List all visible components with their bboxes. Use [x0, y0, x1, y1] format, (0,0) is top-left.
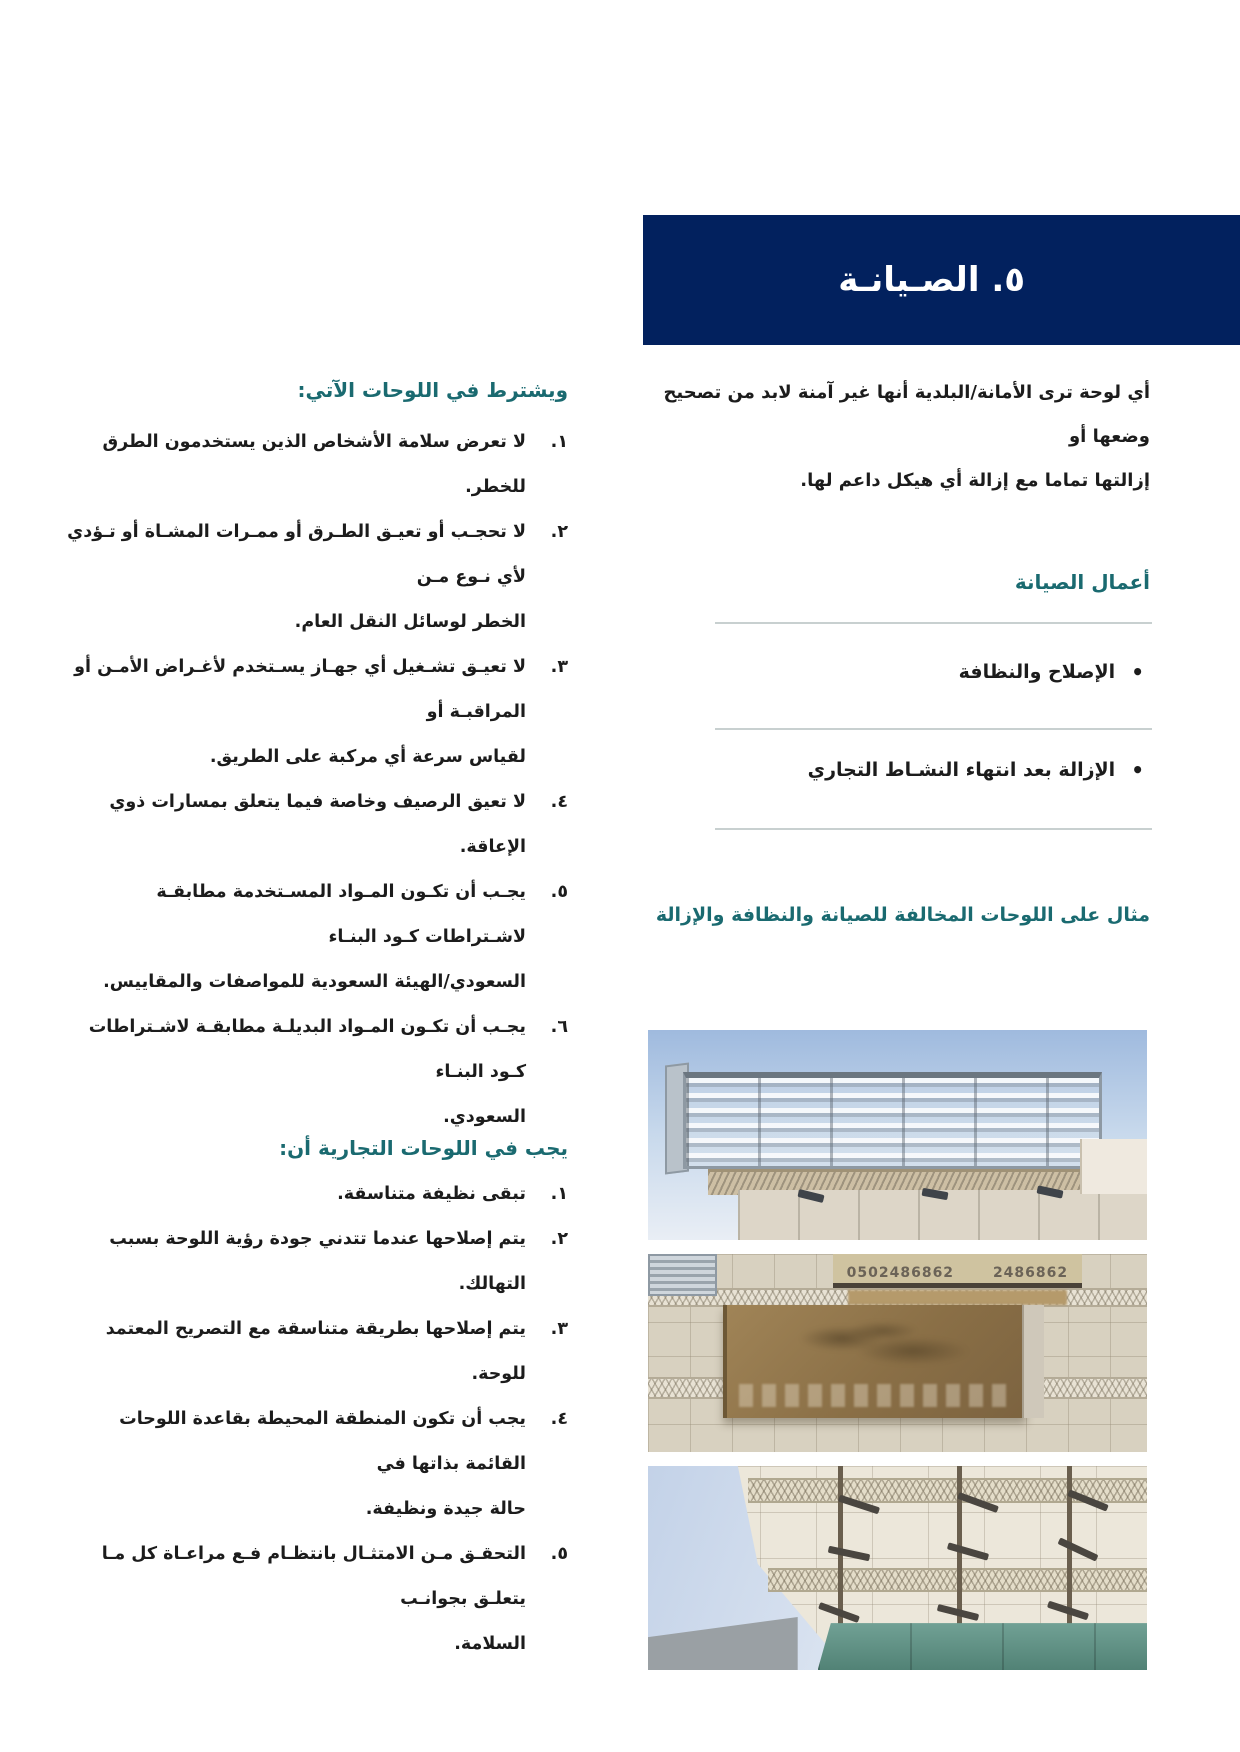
item-number: ١.: [550, 1184, 568, 1204]
intro-line-2: إزالتها تماما مع إزالة أي هيكل داعم لها.: [800, 470, 1150, 491]
list-item: [62, 870, 568, 1005]
item-number: ٦.: [550, 1017, 568, 1037]
item-number: ٣.: [550, 657, 568, 677]
phone-number-left: 0502486862: [846, 1264, 955, 1281]
item-text: حالة جيدة ونظيفة.: [365, 1499, 526, 1519]
item-number: ٣.: [550, 1319, 568, 1339]
section-header-block: [643, 215, 1240, 345]
blurred-sign-strip: [848, 1290, 1068, 1306]
photo-billboard-frame: [648, 1030, 1147, 1240]
list-item: [62, 1172, 568, 1217]
divider: [715, 622, 1152, 624]
item-text: الخطر لوسائل النقل العام.: [294, 612, 526, 632]
bullet-icon: •: [1131, 660, 1144, 684]
item-text: لا تعيق الرصيف وخاصة فيما يتعلق بمسارات ذوي الإعاقة.: [109, 792, 526, 857]
section-title: ٥. الصـيانـة: [838, 260, 1025, 300]
list-item: [62, 1217, 568, 1307]
list-item: [62, 1397, 568, 1532]
weathered-brown-sign: [723, 1305, 1026, 1418]
list-item: [62, 1307, 568, 1397]
item-number: ٢.: [550, 522, 568, 542]
item-text: لا تعرض سلامة الأشخاص الذين يستخدمون الطرق للخطر.: [102, 432, 526, 497]
list-item: [62, 420, 568, 510]
list-item: [62, 510, 568, 645]
photo-building-corner: [648, 1466, 1147, 1670]
bullet-repair-label: الإصلاح والنظافة: [958, 661, 1116, 683]
item-text: يتم إصلاحها بطريقة متناسقة مع التصريح المعتمد للوحة.: [105, 1319, 526, 1384]
list-item: [62, 1005, 568, 1140]
billboard-frame: [683, 1072, 1102, 1169]
list-item: [62, 780, 568, 870]
intro-paragraph: [630, 371, 1150, 503]
list-item: [62, 645, 568, 780]
item-number: ٥.: [550, 1544, 568, 1564]
item-number: ٢.: [550, 1229, 568, 1249]
divider: [715, 828, 1152, 830]
bullet-icon: •: [1131, 758, 1144, 782]
item-text: يجب أن تكون المنطقة المحيطة بقاعدة اللوحات القائمة بذاتها في: [119, 1409, 526, 1474]
divider: [715, 728, 1152, 730]
mounting-pole: [838, 1466, 843, 1625]
bullet-repair-cleanliness: [959, 656, 1144, 688]
conditions-heading: ويشترط في اللوحات الآتي:: [297, 378, 568, 402]
parapet-wall: [1080, 1139, 1147, 1194]
item-number: ٤.: [550, 1409, 568, 1429]
photo-weathered-sign: [648, 1254, 1147, 1452]
item-text: يتم إصلاحها عندما تتدني جودة رؤية اللوحة بسبب التهالك.: [109, 1229, 526, 1294]
item-number: ٥.: [550, 882, 568, 902]
item-text: السعودي/الهيئة السعودية للمواصفات والمقاييس.: [103, 972, 526, 992]
maintenance-works-heading: أعمال الصيانة: [1014, 570, 1150, 594]
item-text: تبقى نظيفة متناسقة.: [337, 1184, 526, 1204]
item-text: لا تحجـب أو تعيـق الطـرق أو ممـرات المشـاة أو تـؤدي لأي نـوع مـن: [67, 522, 526, 587]
sign-edge-panel: [1022, 1305, 1044, 1418]
item-number: ١.: [550, 432, 568, 452]
phone-number-right: 2486862: [992, 1264, 1069, 1281]
item-text: لقياس سرعة أي مركبة على الطريق.: [209, 747, 526, 767]
item-text: يجـب أن تكـون المـواد البديلـة مطابقـة لاشـتراطات كـود البنـاء: [88, 1017, 526, 1082]
green-awning: [818, 1623, 1147, 1670]
bullet-removal-after-activity: [808, 754, 1144, 786]
item-text: السلامة.: [454, 1634, 526, 1654]
item-text: السعودي.: [443, 1107, 526, 1127]
item-number: ٤.: [550, 792, 568, 812]
commercial-heading: يجب في اللوحات التجارية أن:: [279, 1136, 568, 1160]
item-text: يجـب أن تكـون المـواد المسـتخدمة مطابقـة لاشـتراطات كـود البنـاء: [156, 882, 526, 947]
sign-fragment-with-phones: [833, 1254, 1083, 1288]
example-heading: مثال على اللوحات المخالفة للصيانة والنظافة والإزالة: [655, 904, 1150, 926]
bullet-removal-label: الإزالة بعد انتهاء النشـاط التجاري: [807, 759, 1116, 781]
item-text: لا تعيـق تشـغيل أي جهـاز يسـتخدم لأغـراض الأمـن أو المراقبـة أو: [74, 657, 526, 722]
list-item: [62, 1532, 568, 1667]
frame-corner: [648, 1254, 717, 1296]
commercial-list: [62, 1172, 568, 1667]
item-text: التحقـق مـن الامتثـال بانتظـام فـع مراعـاة كل مـا يتعلـق بجوانـب: [101, 1544, 526, 1609]
conditions-list: [62, 420, 568, 1140]
intro-line-1: أي لوحة ترى الأمانة/البلدية أنها غير آمنة لابد من تصحيح وضعها أو: [663, 382, 1150, 447]
